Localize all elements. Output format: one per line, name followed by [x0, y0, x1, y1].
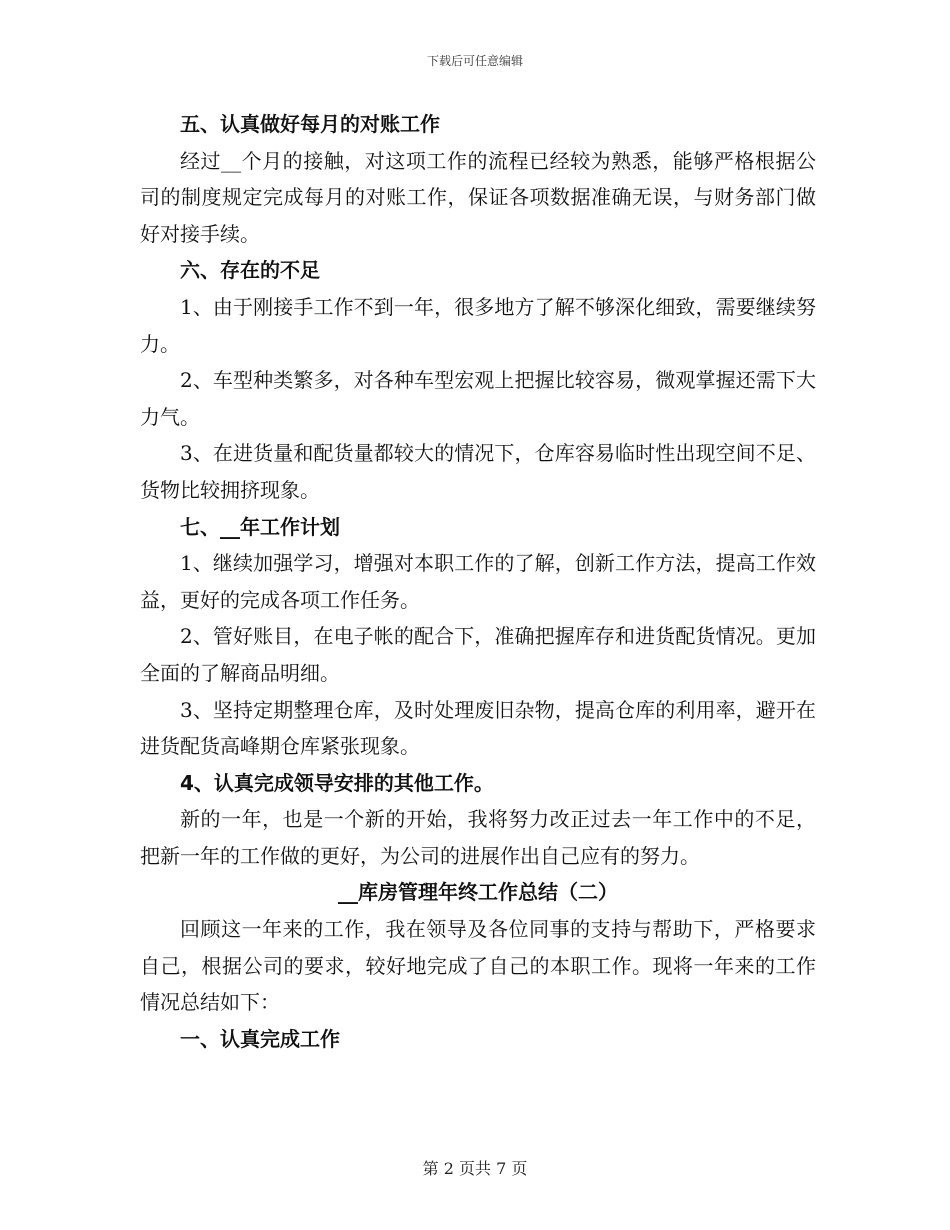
paragraph-plan-2: 2、管好账目，在电子帐的配合下，准确把握库存和进货配货情况。更加全面的了解商品明细。	[140, 624, 816, 685]
section-heading-7: 七、__年工作计划	[180, 514, 340, 539]
paragraph-shortcoming-2: 2、车型种类繁多，对各种车型宏观上把握比较容易，微观掌握还需下大力气。	[140, 368, 816, 429]
paragraph-plan-3: 3、坚持定期整理仓库，及时处理废旧杂物，提高仓库的利用率，避开在进货配货高峰期仓库紧张现象。	[140, 697, 816, 759]
paragraph-new-year: 新的一年，也是一个新的开始，我将努力改正过去一年工作中的不足，把新一年的工作做的更好，为公司的进展作出自己应有的努力。	[140, 807, 816, 868]
plan-item-4-heading: 4、认真完成领导安排的其他工作。	[180, 770, 494, 795]
paragraph-shortcoming-1: 1、由于刚接手工作不到一年，很多地方了解不够深化细致，需要继续努力。	[140, 294, 816, 356]
section-heading-5: 五、认真做好每月的对账工作	[180, 112, 440, 136]
document-body	[140, 106, 816, 1057]
section-heading-6: 六、存在的不足	[180, 258, 320, 283]
paragraph-plan-1: 1、继续加强学习，增强对本职工作的了解，创新工作方法，提高工作效益，更好的完成各项工作任务。	[140, 551, 816, 612]
document-subtitle: __库房管理年终工作总结（二）	[338, 880, 618, 905]
paragraph-reconciliation: 经过__个月的接触，对这项工作的流程已经较为熟悉，能够严格根据公司的制度规定完成每月的对账工作，保证各项数据准确无误，与财务部门做好对接手续。	[140, 148, 816, 246]
page-header-note: 下载后可任意编辑	[426, 54, 523, 68]
paragraph-review-intro: 回顾这一年来的工作，我在领导及各位同事的支持与帮助下，严格要求自己，根据公司的要求，较好地完成了自己的本职工作。现将一年来的工作情况总结如下：	[140, 917, 816, 1015]
paragraph-shortcoming-3: 3、在进货量和配货量都较大的情况下，仓库容易临时性出现空间不足、货物比较拥挤现象。	[140, 441, 816, 502]
page-number: 第 2 页共 7 页	[422, 1159, 528, 1178]
section-heading-1: 一、认真完成工作	[180, 1026, 340, 1051]
